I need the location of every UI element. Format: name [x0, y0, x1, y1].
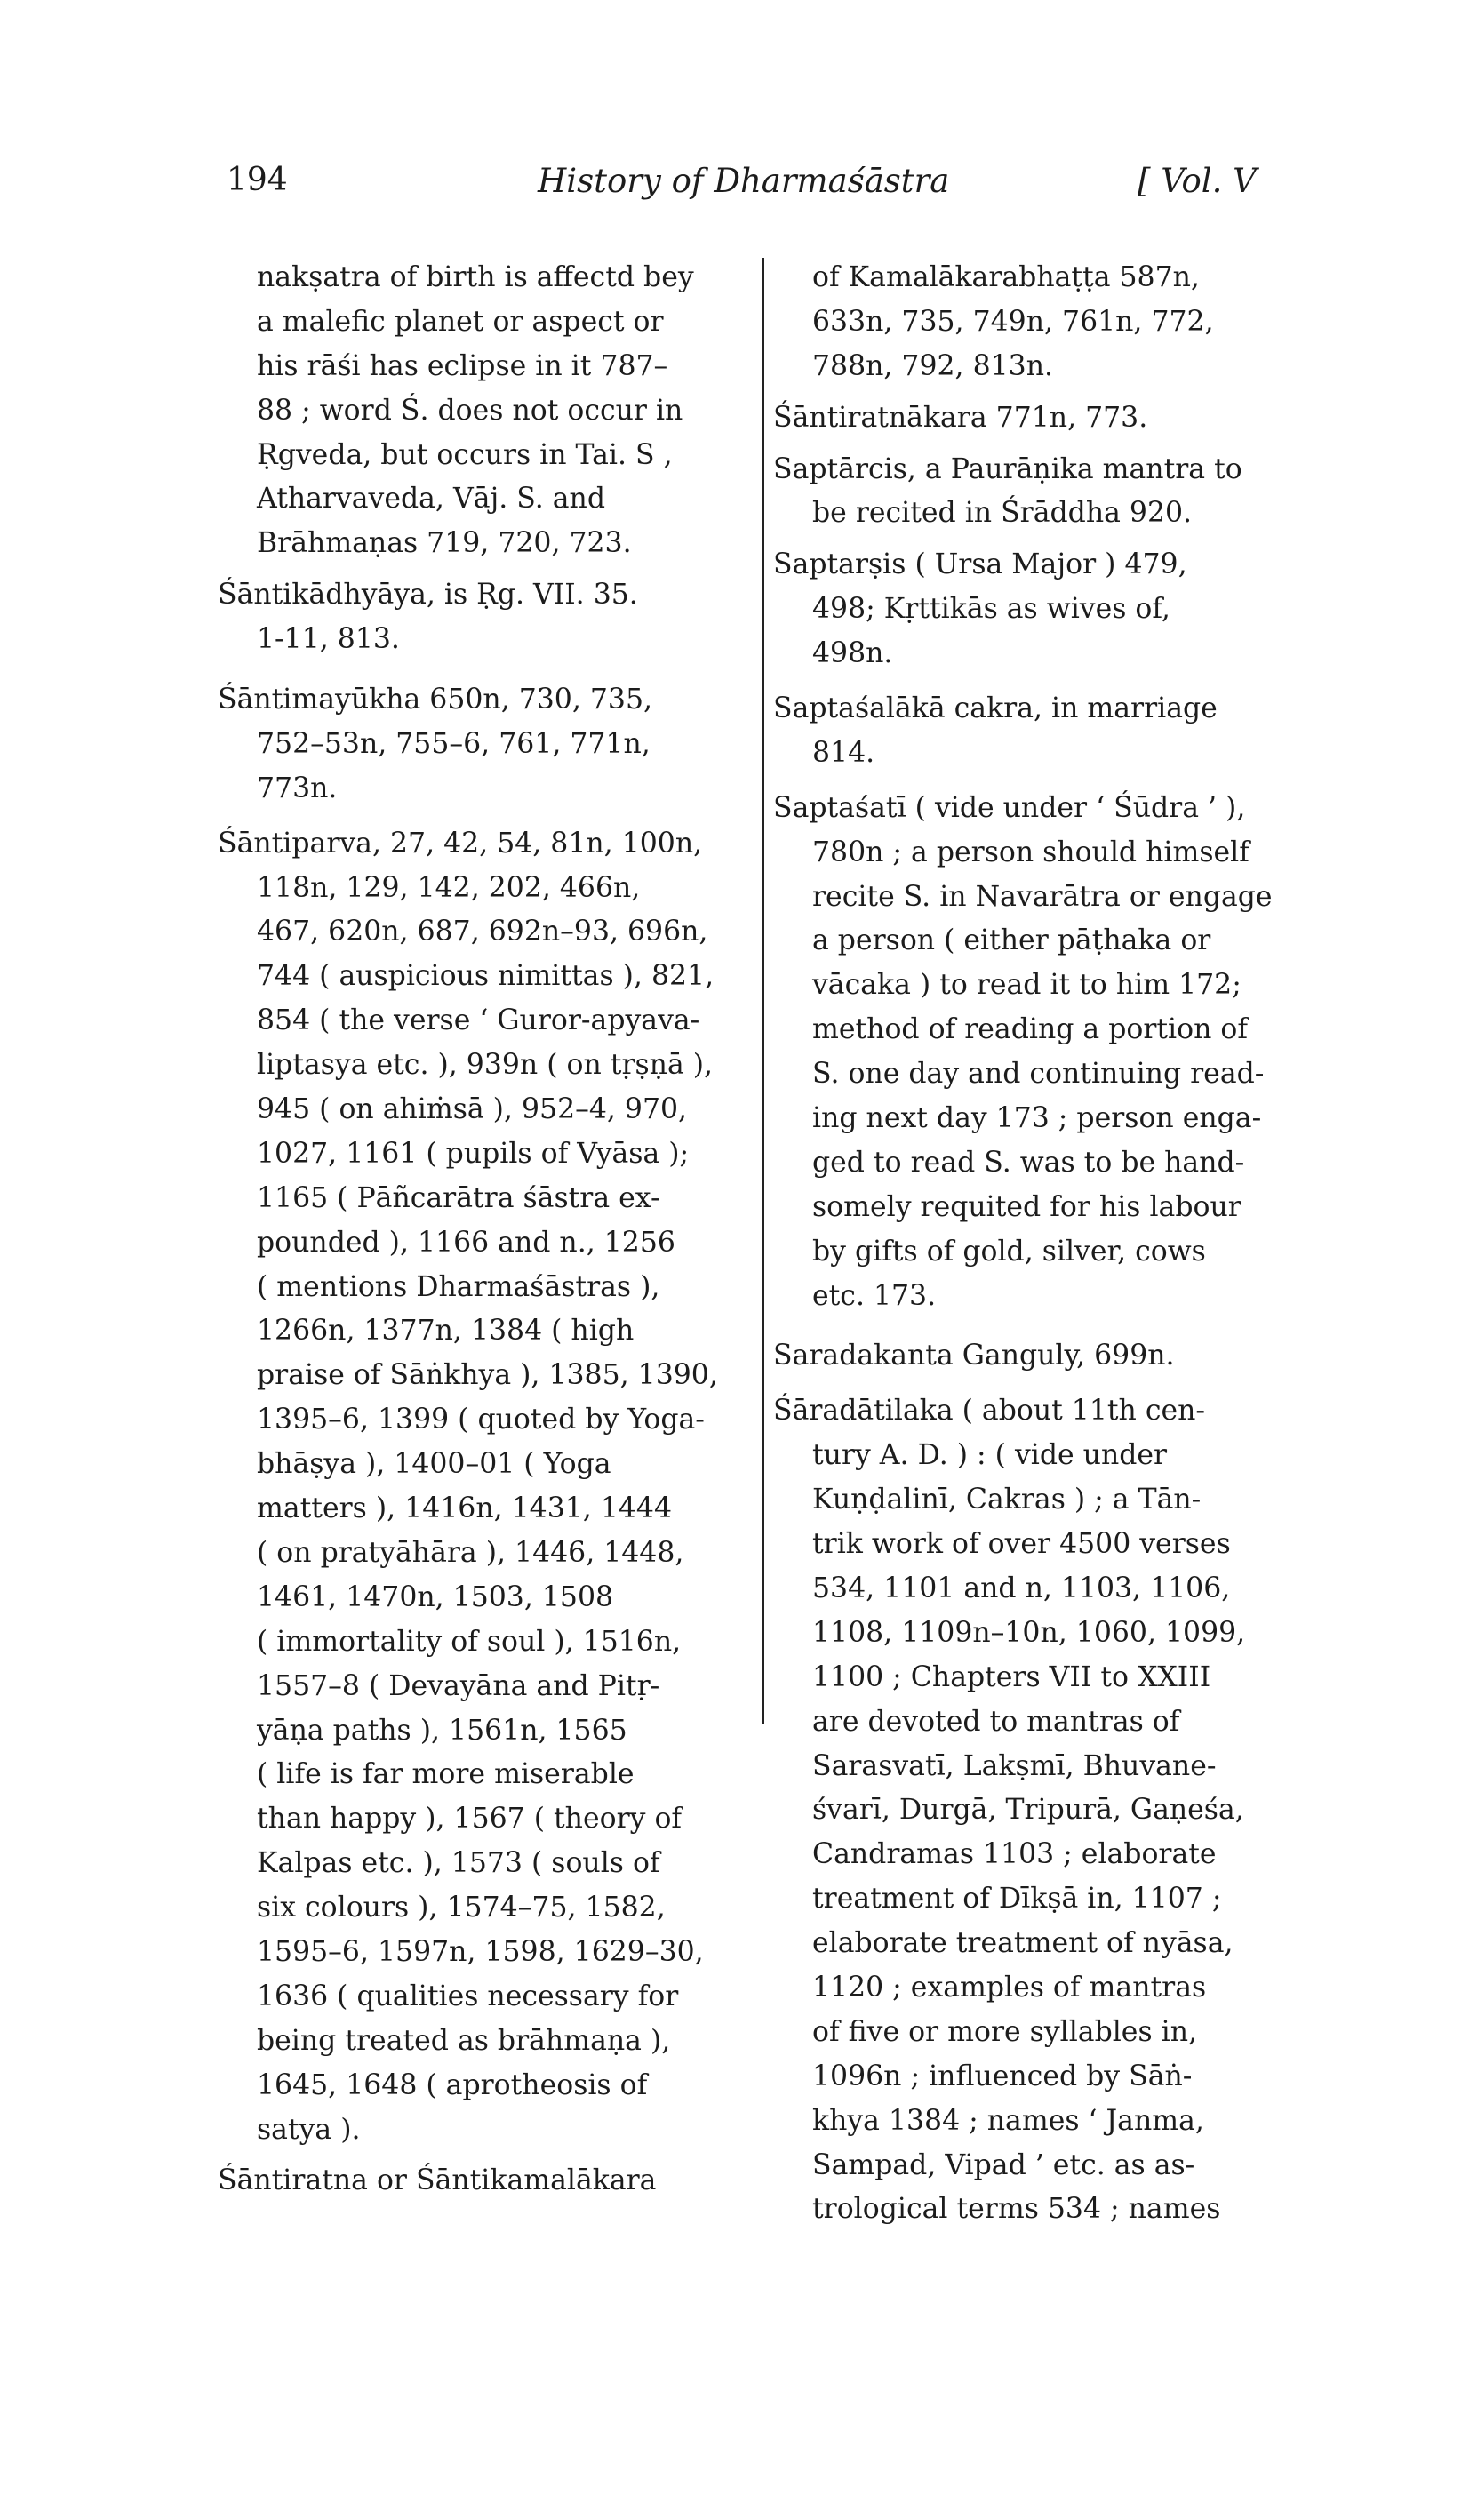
index-line: a person ( either pāṭhaka or [812, 924, 1211, 957]
index-line: 1395–6, 1399 ( quoted by Yoga- [257, 1404, 705, 1436]
index-line: being treated as brāhmaṇa ), [257, 2024, 671, 2057]
index-line: etc. 173. [812, 1279, 937, 1312]
left-column [218, 256, 746, 2204]
index-line: treatment of Dīkṣā in, 1107 ; [812, 1883, 1222, 1916]
index-line: 1165 ( Pāñcarātra śāstra ex- [257, 1181, 660, 1214]
index-line: Śāradātilaka ( about 11th cen- [773, 1395, 1206, 1428]
entry-gap [773, 441, 1280, 448]
index-line: 88 ; word Ś. does not occur in [257, 394, 683, 427]
index-line: Saptaśatī ( vide under ‘ Śūdra ’ ), [773, 791, 1246, 824]
index-line: Śāntiparva, 27, 42, 54, 81n, 100n, [218, 827, 703, 860]
index-line: 1557–8 ( Devayāna and Pitṛ- [257, 1669, 660, 1702]
index-line: Śāntimayūkha 650n, 730, 735, [218, 684, 653, 716]
index-line: method of reading a portion of [812, 1013, 1249, 1046]
index-line: 1100 ; Chapters VII to XXIII [812, 1660, 1211, 1693]
index-line: 498; Kṛttikās as wives of, [812, 593, 1170, 626]
entry-saptasati [773, 787, 1280, 1319]
entry-gap [218, 662, 746, 678]
entry-gap [773, 389, 1280, 396]
index-line: of Kamalākarabhaṭṭa 587n, [812, 261, 1200, 293]
index-line: bhāṣya ), 1400–01 ( Yoga [257, 1448, 611, 1481]
index-line: 1645, 1648 ( aprotheosis of [257, 2068, 648, 2101]
index-line: be recited in Śrāddha 920. [812, 497, 1193, 530]
index-line: are devoted to mantras of [812, 1705, 1180, 1738]
index-line: 1027, 1161 ( pupils of Vyāsa ); [257, 1137, 690, 1170]
index-line: by gifts of gold, silver, cows [812, 1235, 1206, 1268]
entry-saptarcis [773, 448, 1280, 537]
index-line: ( mentions Dharmaśāstras ), [257, 1270, 660, 1303]
index-line: Śāntiratnākara 771n, 773. [773, 401, 1148, 434]
index-line: Saptarṣis ( Ursa Major ) 479, [773, 548, 1187, 581]
index-line: Saptārcis, a Paurāṇika mantra to [773, 452, 1242, 485]
index-line: ing next day 173 ; person enga- [812, 1102, 1262, 1135]
index-line: ( on pratyāhāra ), 1446, 1448, [257, 1536, 684, 1569]
index-line: 1108, 1109n–10n, 1060, 1099, [812, 1616, 1246, 1649]
index-line: somely requited for his labour [812, 1190, 1241, 1223]
index-line: praise of Sāṅkhya ), 1385, 1390, [257, 1359, 718, 1392]
index-line: 498n. [812, 637, 893, 670]
index-line: 1461, 1470n, 1503, 1508 [257, 1580, 614, 1613]
index-line: Candramas 1103 ; elaborate [812, 1838, 1217, 1871]
index-line: 814. [812, 736, 875, 769]
index-line: 744 ( auspicious nimittas ), 821, [257, 960, 715, 993]
index-line: 780n ; a person should himself [812, 836, 1249, 868]
index-line: 854 ( the verse ‘ Guror-apyava- [257, 1004, 700, 1037]
index-line: śvarī, Durgā, Tripurā, Gaṇeśa, [812, 1794, 1244, 1827]
entry-saradatilaka [773, 1389, 1280, 2232]
entry-gap [773, 536, 1280, 543]
index-line: recite S. in Navarātra or engage [812, 880, 1273, 913]
index-line: elaborate treatment of nyāsa, [812, 1927, 1233, 1960]
index-line: vācaka ) to read it to him 172; [812, 969, 1241, 1002]
entry-gap [773, 1318, 1280, 1334]
entry-saptasalaka [773, 687, 1280, 776]
index-line: than happy ), 1567 ( theory of [257, 1803, 683, 1836]
index-line: Śāntiratna or Śāntikamalākara [218, 2164, 657, 2197]
entry-gap [218, 812, 746, 822]
index-line: 773n. [257, 772, 338, 804]
entry-naksatra-cont [218, 256, 746, 566]
entry-santiratna-cont [773, 256, 1280, 389]
entry-gap [773, 1379, 1280, 1389]
index-line: six colours ), 1574–75, 1582, [257, 1892, 666, 1924]
column-divider [762, 258, 764, 1724]
index-line: Saptaśalākā cakra, in marriage [773, 692, 1218, 725]
index-line: 1096n ; influenced by Sāṅ- [812, 2060, 1193, 2092]
entry-santikadhyaya [218, 573, 746, 662]
index-line: 788n, 792, 813n. [812, 349, 1054, 382]
index-line: 467, 620n, 687, 692n–93, 696n, [257, 916, 708, 948]
index-line: Kalpas etc. ), 1573 ( souls of [257, 1847, 660, 1880]
index-line: 1-11, 813. [257, 623, 400, 656]
index-line: Kuṇḍalinī, Cakras ) ; a Tān- [812, 1484, 1202, 1516]
index-line: satya ). [257, 2113, 361, 2146]
index-line: Śāntikādhyāya, is Ṛg. VII. 35. [218, 579, 638, 612]
index-line: nakṣatra of birth is affectd bey [257, 261, 694, 293]
index-line: ( immortality of soul ), 1516n, [257, 1625, 682, 1658]
index-line: of five or more syllables in, [812, 2015, 1198, 2048]
entry-saptarsis [773, 543, 1280, 676]
index-line: 1595–6, 1597n, 1598, 1629–30, [257, 1935, 704, 1968]
index-line: 752–53n, 755–6, 761, 771n, [257, 727, 651, 760]
index-line: 534, 1101 and n, 1103, 1106, [812, 1572, 1231, 1604]
index-line: Sampad, Vipad ’ etc. as as- [812, 2148, 1195, 2181]
right-column [773, 256, 1280, 2232]
index-line: pounded ), 1166 and n., 1256 [257, 1226, 675, 1259]
index-line: Atharvaveda, Vāj. S. and [257, 483, 605, 516]
index-line: 1120 ; examples of mantras [812, 1971, 1207, 2004]
index-line: liptasya etc. ), 939n ( on tṛṣṇā ), [257, 1049, 714, 1082]
index-line: 1266n, 1377n, 1384 ( high [257, 1315, 635, 1348]
index-line: ged to read S. was to be hand- [812, 1146, 1245, 1179]
entry-gap [773, 676, 1280, 687]
running-title: History of Dharmaśāstra [538, 162, 950, 200]
index-line: S. one day and continuing read- [812, 1058, 1265, 1091]
entry-gap [218, 566, 746, 573]
index-line: tury A. D. ) : ( vide under [812, 1439, 1168, 1472]
index-line: 1636 ( qualities necessary for [257, 1980, 679, 2012]
volume-label: [ Vol. V [1138, 162, 1257, 200]
index-line: ( life is far more miserable [257, 1758, 635, 1791]
entry-santiparva [218, 822, 746, 2153]
page-number: 194 [227, 162, 288, 198]
index-line: 945 ( on ahiṁsā ), 952–4, 970, [257, 1093, 688, 1126]
index-line: Saradakanta Ganguly, 699n. [773, 1340, 1175, 1372]
index-line: his rāśi has eclipse in it 787– [257, 349, 668, 382]
entry-santimayukha [218, 678, 746, 812]
index-line: Ṛgveda, but occurs in Tai. S , [257, 438, 673, 471]
index-line: yāṇa paths ), 1561n, 1565 [257, 1714, 627, 1747]
entry-gap [773, 776, 1280, 787]
index-line: khya 1384 ; names ‘ Janma, [812, 2104, 1204, 2137]
entry-santiratna [218, 2159, 746, 2204]
index-line: a malefic planet or aspect or [257, 305, 664, 338]
entry-santiratnakara [773, 396, 1280, 441]
index-line: 633n, 735, 749n, 761n, 772, [812, 305, 1214, 338]
entry-gap [218, 2152, 746, 2159]
index-line: trik work of over 4500 verses [812, 1528, 1231, 1561]
index-line: 118n, 129, 142, 202, 466n, [257, 871, 641, 904]
index-line: matters ), 1416n, 1431, 1444 [257, 1492, 672, 1525]
index-line: trological terms 534 ; names [812, 2193, 1221, 2226]
index-line: Sarasvatī, Lakṣmī, Bhuvane- [812, 1749, 1217, 1782]
running-header [0, 162, 1469, 215]
entry-saradakanta [773, 1334, 1280, 1379]
index-line: Brāhmaṇas 719, 720, 723. [257, 527, 632, 560]
